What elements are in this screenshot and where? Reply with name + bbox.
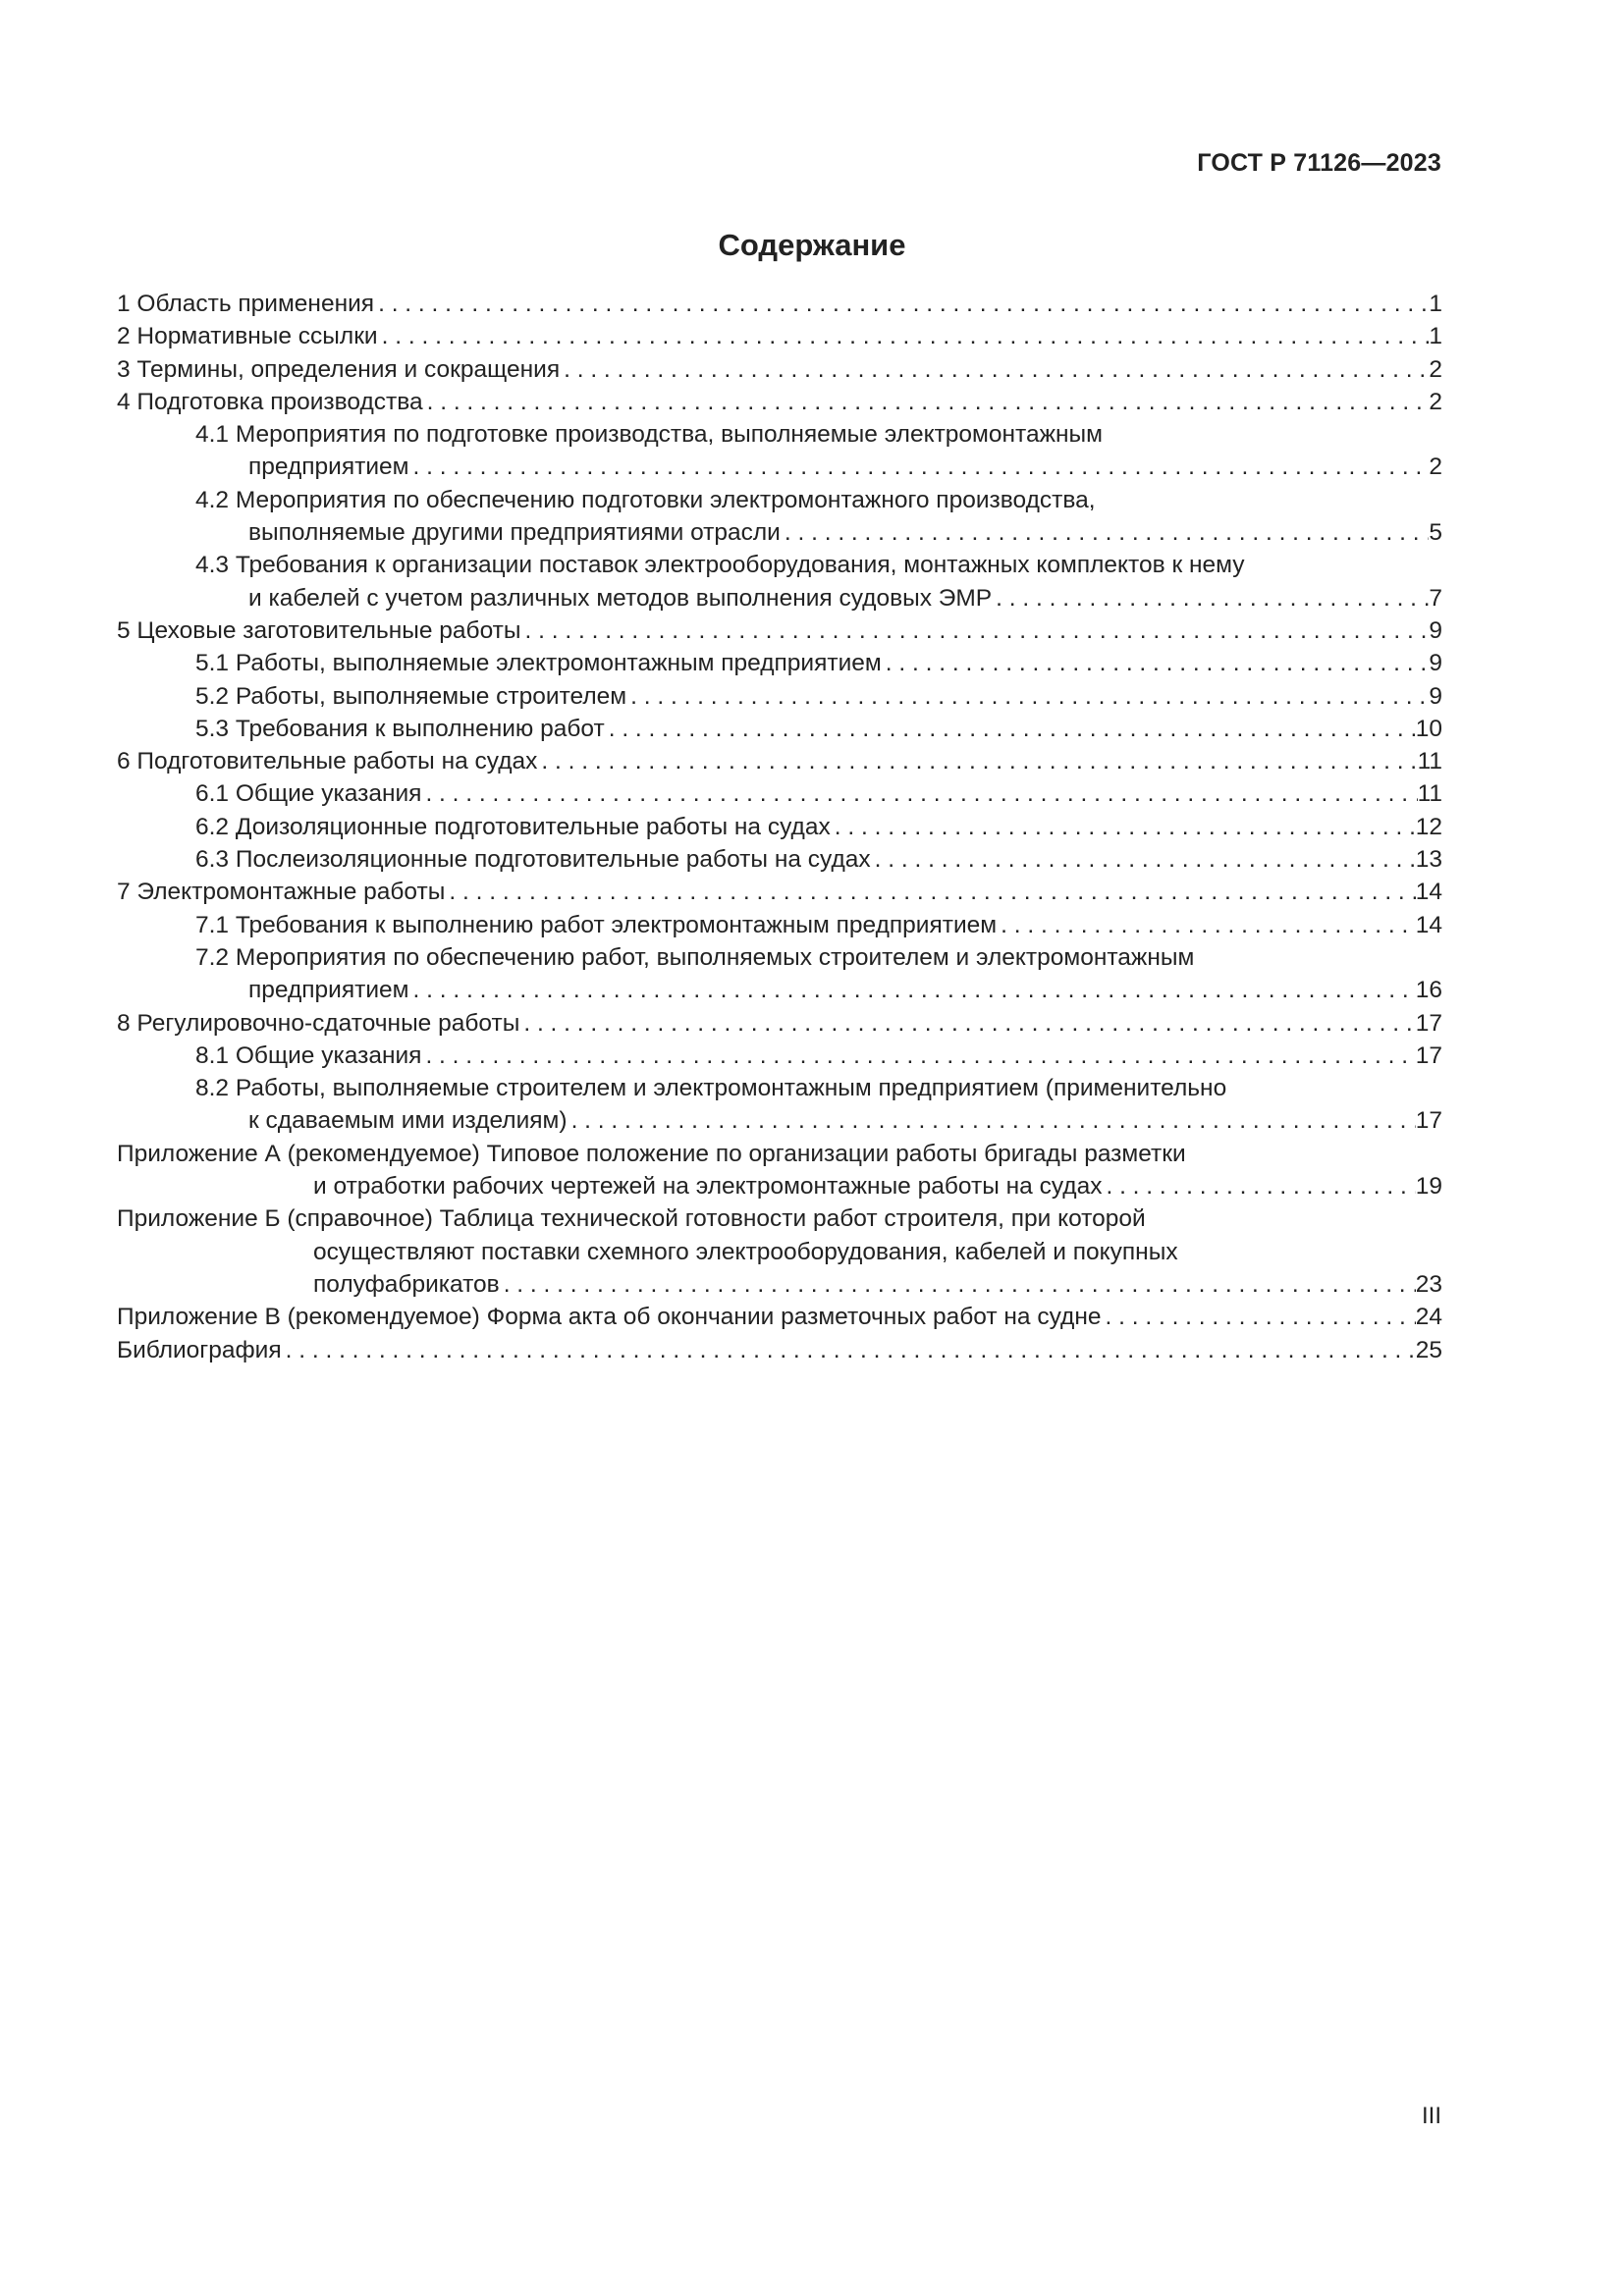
toc-entry: [117, 1334, 1442, 1366]
toc-entry-line: 4.3 Требования к организации поставок электрооборудования, монтажных комплектов к нему: [195, 552, 1245, 579]
toc-entry-row: [195, 909, 1442, 941]
dot-leader: [568, 1104, 1416, 1137]
toc-entry: [117, 1007, 1442, 1040]
toc-entry: [117, 549, 1442, 614]
dot-leader: [1102, 1170, 1415, 1202]
toc-entry-row: [117, 745, 1442, 777]
toc-entry-line: 8.2 Работы, выполняемые строителем и электромонтажным предприятием (применительно: [195, 1075, 1227, 1102]
toc-entry-title: Приложение В (рекомендуемое) Форма акта об окончании разметочных работ на судне: [117, 1304, 1102, 1331]
toc-page-number: 11: [1417, 780, 1442, 808]
toc-entry-row: [117, 288, 1442, 320]
toc-entry-title: 4 Подготовка производства: [117, 388, 423, 415]
toc-entry: [117, 713, 1442, 745]
toc-entry-row: [117, 614, 1442, 647]
toc-entry-row: [117, 353, 1442, 386]
toc-entry-row: [195, 582, 1442, 614]
toc-entry-title: 8 Регулировочно-сдаточные работы: [117, 1009, 520, 1037]
toc-entry: [117, 1138, 1442, 1203]
toc-entry-row: [195, 777, 1442, 810]
dot-leader: [421, 1040, 1415, 1072]
toc-entry: [117, 353, 1442, 386]
toc-entry: [117, 941, 1442, 1007]
toc-page-number: 14: [1415, 879, 1442, 906]
toc-page-number: 2: [1429, 388, 1442, 415]
dot-leader: [605, 713, 1416, 745]
toc-entry-title: 1 Область применения: [117, 291, 375, 317]
toc-entry-title: 5.1 Работы, выполняемые электромонтажным предприятием: [195, 650, 882, 677]
toc-page-number: 12: [1415, 813, 1442, 840]
toc-entry: [117, 288, 1442, 320]
toc-entry: [117, 843, 1442, 876]
toc-entry-row: [117, 1007, 1442, 1040]
toc-entry-row: [195, 516, 1442, 549]
table-of-contents: [117, 288, 1442, 1366]
toc-entry-row: [117, 1268, 1442, 1301]
toc-entry-title: предприятием: [248, 977, 409, 1004]
toc-entry-title: 5 Цеховые заготовительные работы: [117, 616, 521, 644]
dot-leader: [282, 1334, 1416, 1366]
toc-entry-title: и кабелей с учетом различных методов выполнения судовых ЭМР: [248, 584, 993, 612]
dot-leader: [781, 516, 1430, 549]
dot-leader: [423, 386, 1430, 418]
toc-entry-line: 4.1 Мероприятия по подготовке производства, выполняемые электромонтажным: [195, 421, 1103, 449]
dot-leader: [882, 647, 1430, 679]
toc-entry-line: 4.2 Мероприятия по обеспечению подготовки электромонтажного производства,: [195, 486, 1096, 513]
toc-entry-row: [195, 451, 1442, 483]
toc-page-number: 2: [1429, 454, 1442, 481]
toc-entry: [117, 1301, 1442, 1333]
toc-entry: [117, 777, 1442, 810]
toc-entry: [117, 484, 1442, 550]
dot-leader: [519, 1007, 1415, 1040]
toc-page-number: 23: [1415, 1270, 1442, 1298]
toc-page-number: 25: [1415, 1336, 1442, 1363]
toc-entry: [117, 1040, 1442, 1072]
toc-page-number: 14: [1415, 911, 1442, 938]
toc-entry-row: [117, 320, 1442, 352]
dot-leader: [831, 811, 1416, 843]
toc-entry-title: 6.2 Доизоляционные подготовительные работы на судах: [195, 813, 831, 840]
toc-entry-title: 5.2 Работы, выполняемые строителем: [195, 682, 627, 710]
toc-entry: [117, 811, 1442, 843]
dot-leader: [500, 1268, 1416, 1301]
dot-leader: [521, 614, 1430, 647]
toc-page-number: 1: [1429, 291, 1442, 317]
document-code: ГОСТ Р 71126—2023: [1197, 149, 1441, 177]
toc-entry-title: 6 Подготовительные работы на судах: [117, 748, 538, 775]
toc-entry-title: к сдаваемым ими изделиям): [248, 1107, 568, 1135]
toc-entry-line: осуществляют поставки схемного электрооборудования, кабелей и покупных: [313, 1238, 1178, 1265]
toc-entry: [117, 876, 1442, 908]
toc-entry-title: полуфабрикатов: [313, 1270, 500, 1298]
toc-page-number: 9: [1429, 616, 1442, 644]
toc-entry: [117, 418, 1442, 484]
toc-entry: [117, 386, 1442, 418]
toc-entry-row: [195, 974, 1442, 1006]
toc-entry-line: Приложение А (рекомендуемое) Типовое положение по организации работы бригады разметки: [117, 1140, 1186, 1167]
toc-entry-title: 8.1 Общие указания: [195, 1041, 422, 1069]
toc-entry-row: [195, 647, 1442, 679]
dot-leader: [409, 974, 1416, 1006]
toc-page-number: 19: [1415, 1173, 1442, 1201]
toc-entry-row: [195, 843, 1442, 876]
toc-entry-title: 3 Термины, определения и сокращения: [117, 355, 561, 383]
toc-entry-title: 6.1 Общие указания: [195, 780, 422, 808]
toc-page-number: 1: [1429, 323, 1442, 350]
dot-leader: [374, 288, 1429, 320]
toc-entry: [117, 1072, 1442, 1138]
toc-entry-title: 6.3 Послеизоляционные подготовительные работы на судах: [195, 846, 871, 874]
page-number: III: [1421, 2103, 1441, 2129]
toc-entry-row: [117, 386, 1442, 418]
toc-page-number: 11: [1417, 748, 1442, 775]
toc-page-number: 9: [1429, 682, 1442, 710]
dot-leader: [421, 777, 1417, 810]
toc-entry-title: выполняемые другими предприятиями отрасли: [248, 519, 781, 547]
dot-leader: [445, 876, 1415, 908]
toc-entry-title: и отработки рабочих чертежей на электромонтажные работы на судах: [313, 1173, 1103, 1201]
toc-entry-title: 5.3 Требования к выполнению работ: [195, 715, 605, 742]
toc-page-number: 17: [1415, 1107, 1442, 1135]
toc-title: Содержание: [718, 228, 906, 262]
dot-leader: [626, 680, 1429, 713]
toc-entry-row: [195, 1104, 1442, 1137]
dot-leader: [871, 843, 1416, 876]
toc-page-number: 2: [1429, 355, 1442, 383]
toc-page-number: 16: [1415, 977, 1442, 1004]
toc-entry-title: Библиография: [117, 1336, 282, 1363]
dot-leader: [560, 353, 1429, 386]
toc-entry-row: [195, 811, 1442, 843]
toc-entry: [117, 614, 1442, 647]
toc-entry-row: [117, 1301, 1442, 1333]
dot-leader: [409, 451, 1430, 483]
toc-page-number: 9: [1429, 650, 1442, 677]
toc-entry-row: [117, 876, 1442, 908]
toc-entry-title: 2 Нормативные ссылки: [117, 323, 378, 350]
toc-entry-title: 7 Электромонтажные работы: [117, 879, 446, 906]
toc-entry: [117, 909, 1442, 941]
dot-leader: [1102, 1301, 1416, 1333]
toc-entry-row: [117, 1170, 1442, 1202]
dot-leader: [992, 582, 1429, 614]
toc-entry: [117, 745, 1442, 777]
toc-entry: [117, 1202, 1442, 1301]
toc-entry-line: Приложение Б (справочное) Таблица технической готовности работ строителя, при которой: [117, 1205, 1146, 1233]
toc-page-number: 17: [1415, 1009, 1442, 1037]
toc-page-number: 13: [1415, 846, 1442, 874]
toc-entry-row: [117, 1334, 1442, 1366]
toc-entry: [117, 320, 1442, 352]
toc-entry-title: предприятием: [248, 454, 409, 481]
toc-entry: [117, 680, 1442, 713]
toc-entry: [117, 647, 1442, 679]
toc-entry-line: 7.2 Мероприятия по обеспечению работ, выполняемых строителем и электромонтажным: [195, 943, 1195, 971]
toc-page-number: 5: [1429, 519, 1442, 547]
toc-page-number: 24: [1415, 1304, 1442, 1331]
toc-entry-title: 7.1 Требования к выполнению работ электромонтажным предприятием: [195, 911, 998, 938]
dot-leader: [537, 745, 1417, 777]
dot-leader: [378, 320, 1430, 352]
toc-page-number: 17: [1415, 1041, 1442, 1069]
toc-entry-row: [195, 713, 1442, 745]
toc-page-number: 7: [1429, 584, 1442, 612]
toc-page-number: 10: [1415, 715, 1442, 742]
toc-entry-row: [195, 680, 1442, 713]
toc-entry-row: [195, 1040, 1442, 1072]
dot-leader: [997, 909, 1416, 941]
